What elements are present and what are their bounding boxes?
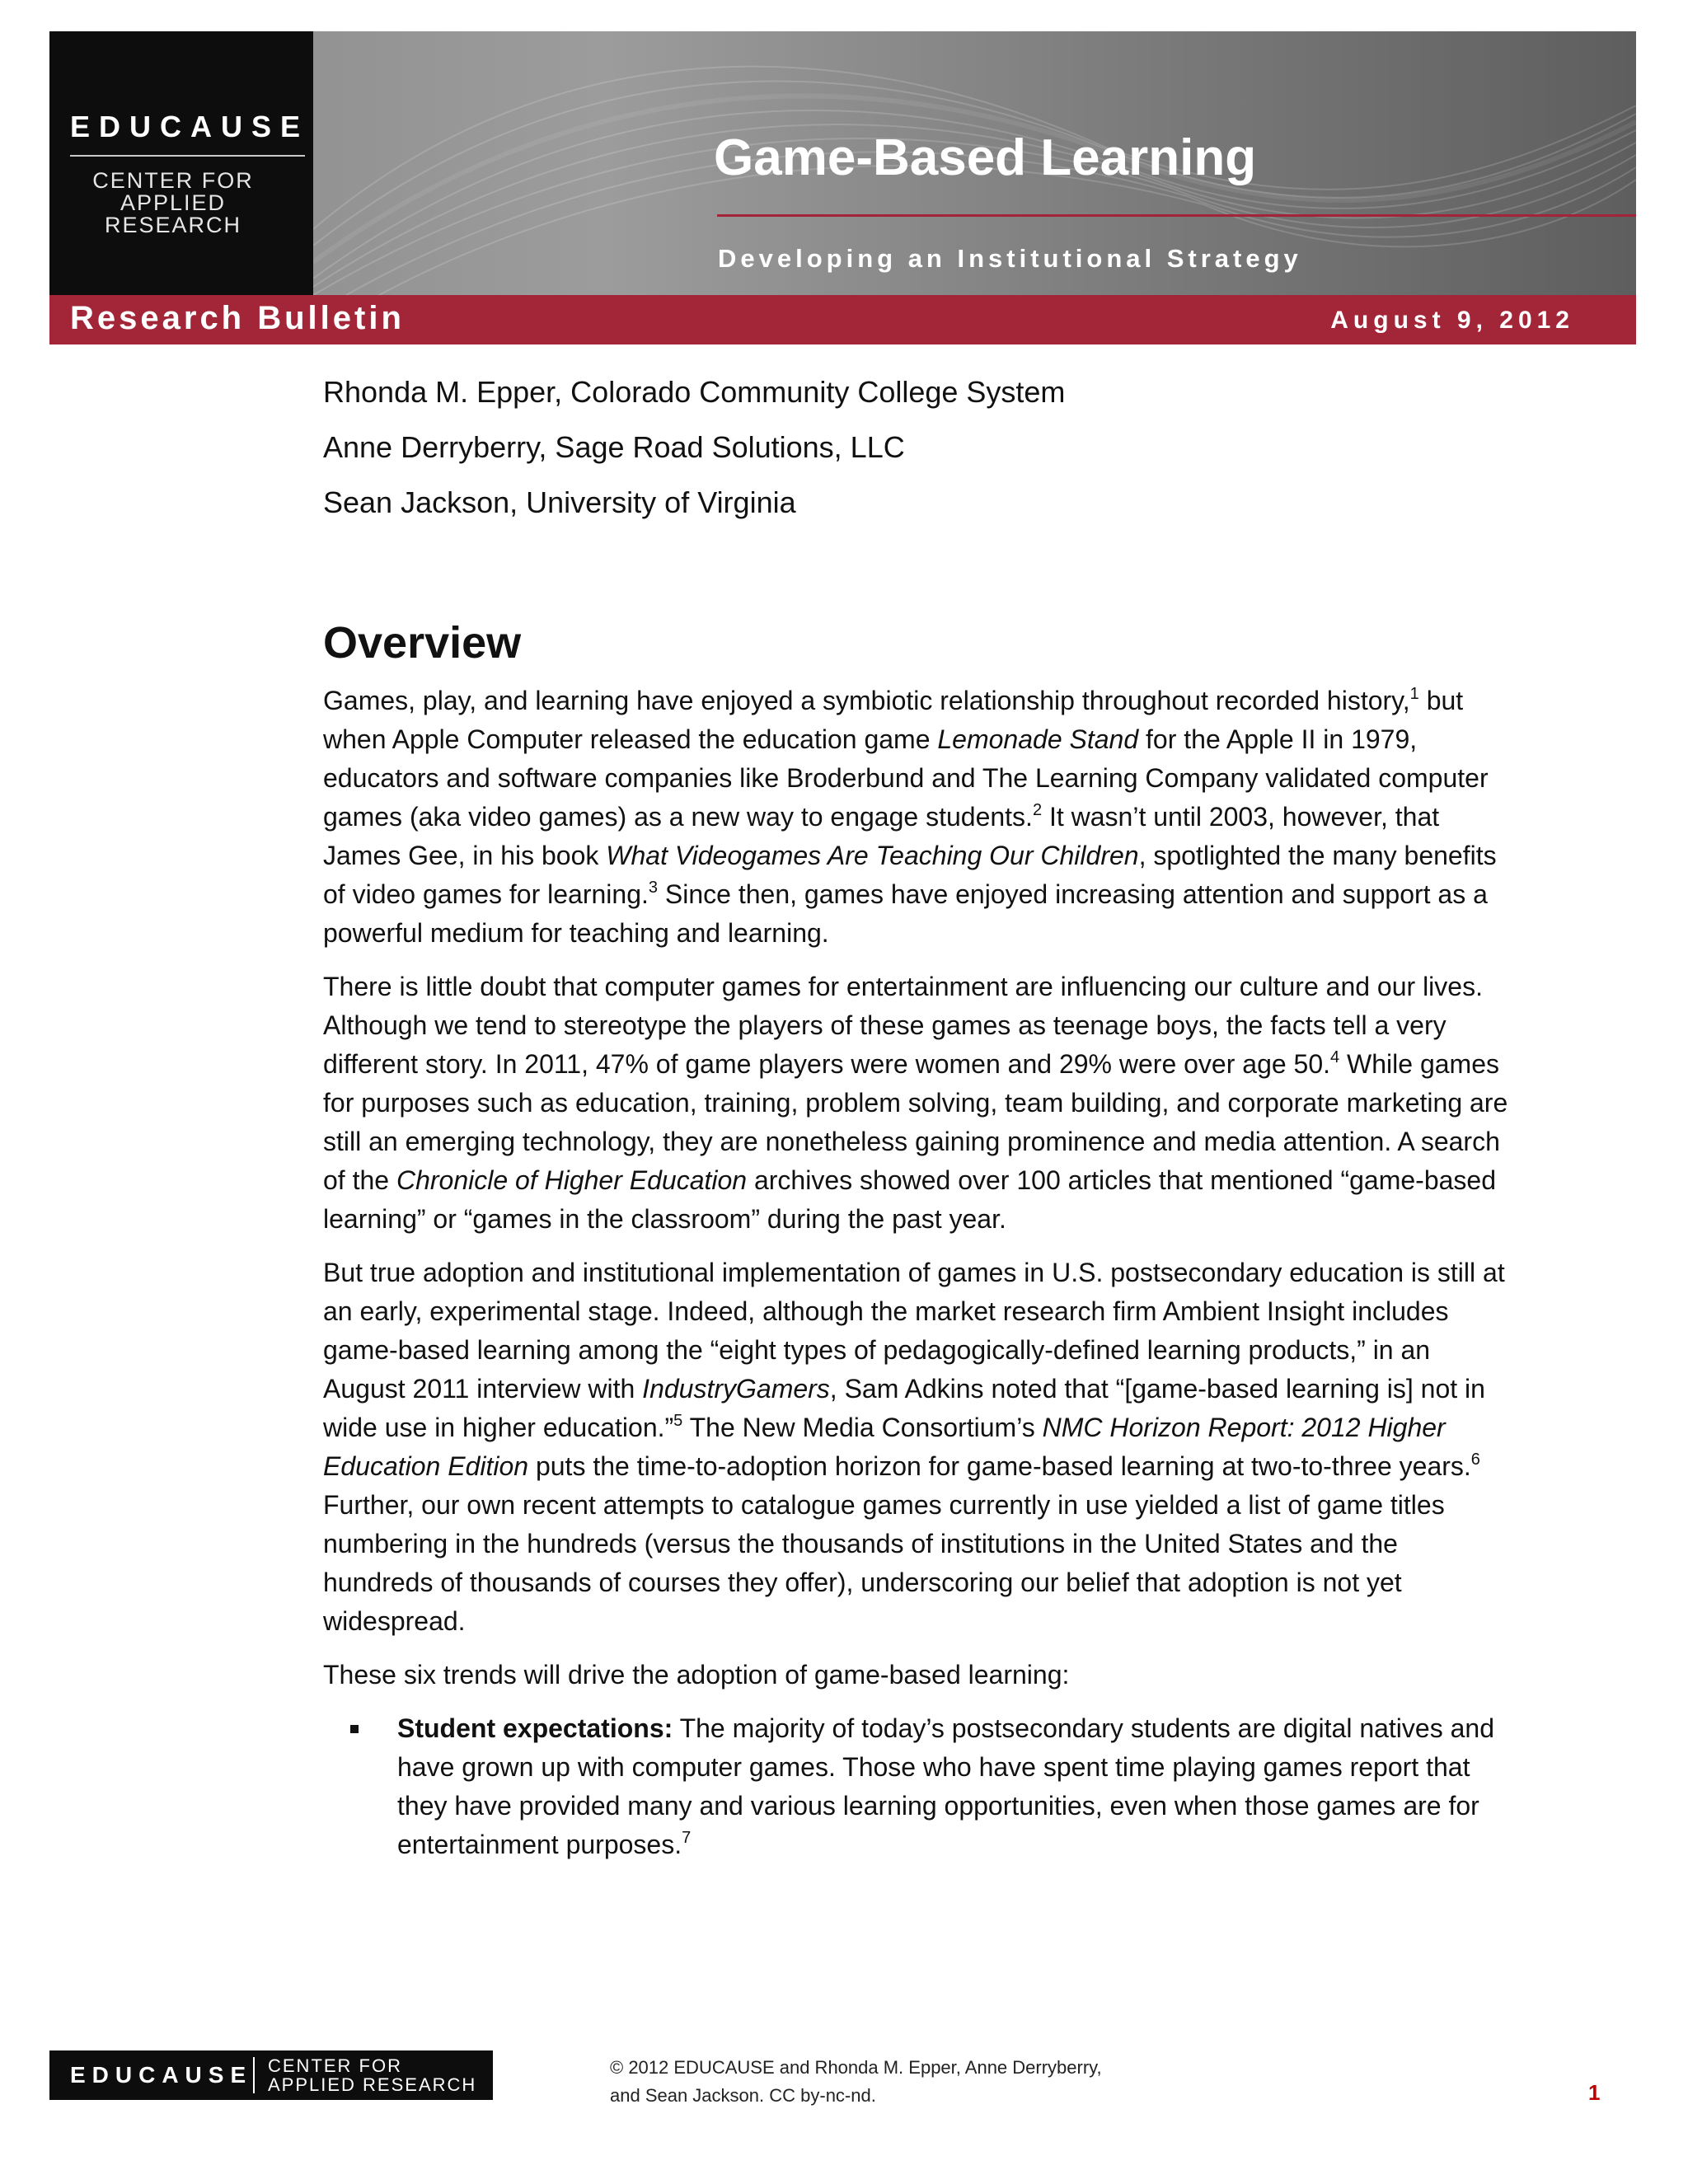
author-list [323, 373, 1510, 522]
author-line: Sean Jackson, University of Virginia [323, 485, 796, 519]
footnote-ref[interactable]: 2 [1032, 801, 1043, 819]
paragraph: Games, play, and learning have enjoyed a symbiotic relationship throughout recorded history,$^1$ but when Apple Computer released the education game Lemonade Stand for the Apple II in 1979, educators and software companies like Broderbund and The Learning Company validated computer games (aka video games) as a new way to engage students.$^2$ It wasn’t until 2003, however, that James Gee, in his book What Videogames Are Teaching Our Children, spotlighted the many benefits of video games for learning.$^3$ Since then, games have enjoyed increasing attention and support as a powerful medium for teaching and learning. [323, 685, 1497, 948]
bullet-square-icon [350, 1725, 359, 1733]
author-line: Anne Derryberry, Sage Road Solutions, LLC [323, 430, 905, 464]
logo-sub-line: CENTER FOR [92, 168, 254, 193]
paragraph: These six trends will drive the adoption of game-based learning: [323, 1660, 1070, 1690]
bullet-label: Student expectations: [397, 1713, 673, 1743]
footer-logo-divider [253, 2057, 255, 2093]
author-line: Rhonda M. Epper, Colorado Community College System [323, 375, 1066, 409]
copyright-line: and Sean Jackson. CC by-nc-nd. [610, 2085, 876, 2106]
logo-divider [70, 155, 305, 157]
bulletin-date: August 9, 2012 [1330, 307, 1574, 334]
logo-sub-line: RESEARCH [104, 213, 242, 237]
italic-title: What Videogames Are Teaching Our Children [606, 841, 1139, 870]
footnote-ref[interactable]: 4 [1330, 1048, 1340, 1066]
paragraph: There is little doubt that computer games for entertainment are influencing our culture and our lives. Although we tend to stereotype the players of these games as teenage boys, the facts tell a very different story. In 2011, 47% of game players were women and 29% were over age 50.$^4$ While games for purposes such as education, training, problem solving, team building, and corporate marketing are still an emerging technology, they are nonetheless gaining prominence and media attention. A search of the Chronicle of Higher Education archives showed over 100 articles that mentioned “game-based learning” or “games in the classroom” during the past year. [323, 972, 1508, 1234]
logo-subtitle [49, 170, 297, 237]
page-subtitle: Developing an Institutional Strategy [718, 244, 1302, 273]
title-underline [717, 214, 1636, 217]
footer-logo-subtitle [268, 2056, 476, 2094]
trend-list [323, 1709, 1510, 1864]
bulletin-bar [49, 295, 1636, 344]
bulletin-label: Research Bulletin [70, 300, 405, 336]
italic-title: NMC Horizon Report: 2012 Higher Education Edition [323, 1413, 1446, 1481]
copyright-notice [610, 2054, 1102, 2110]
footnote-ref[interactable]: 5 [673, 1412, 683, 1430]
document-body [323, 373, 1510, 1864]
page-title: Game-Based Learning [714, 129, 1257, 186]
educause-logo [49, 31, 313, 295]
page-number: 1 [1588, 2080, 1601, 2105]
italic-title: Chronicle of Higher Education [396, 1165, 748, 1195]
footnote-ref[interactable]: 7 [682, 1829, 692, 1847]
section-heading: Overview [323, 618, 522, 668]
logo-wordmark: EDUCAUSE [70, 110, 310, 143]
footer-logo-sub-line: CENTER FOR [268, 2055, 402, 2076]
header-banner [49, 31, 1636, 295]
paragraph: But true adoption and institutional implementation of games in U.S. postsecondary education is still at an early, experimental stage. Indeed, although the market research firm Ambient Insight includes game-based learning among the “eight types of pedagogically-defined learning products,” in an August 2011 interview with IndustryGamers, Sam Adkins noted that “[game-based learning is] not in wide use in higher education.”$^5$ The New Media Consortium’s NMC Horizon Report: 2012 Higher Education Edition puts the time-to-adoption horizon for game-based learning at two-to-three years.$^6$ Further, our own recent attempts to catalogue games currently in use yielded a list of game titles numbering in the hundreds (versus the thousands of institutions in the United States and the hundreds of thousands of courses they offer), underscoring our belief that adoption is not yet widespread. [323, 1258, 1505, 1636]
footnote-ref[interactable]: 6 [1470, 1451, 1480, 1469]
italic-title: IndustryGamers [642, 1374, 830, 1404]
list-item: Student expectations: The majority of today’s postsecondary students are digital natives and have grown up with computer games. Those who have spent time playing games report that they have provided many and various learning opportunities, even when those games are for entertainment purposes.$^7$ [323, 1709, 1510, 1864]
footer-logo [49, 2050, 493, 2100]
italic-title: Lemonade Stand [937, 724, 1139, 754]
footnote-ref[interactable]: 1 [1409, 685, 1419, 703]
logo-sub-line: APPLIED [120, 190, 227, 215]
copyright-line: © 2012 EDUCAUSE and Rhonda M. Epper, Anne Derryberry, [610, 2057, 1102, 2078]
footnote-ref[interactable]: 3 [648, 879, 659, 897]
footer-logo-wordmark: EDUCAUSE [70, 2062, 253, 2088]
footer-logo-sub-line: APPLIED RESEARCH [268, 2074, 477, 2095]
